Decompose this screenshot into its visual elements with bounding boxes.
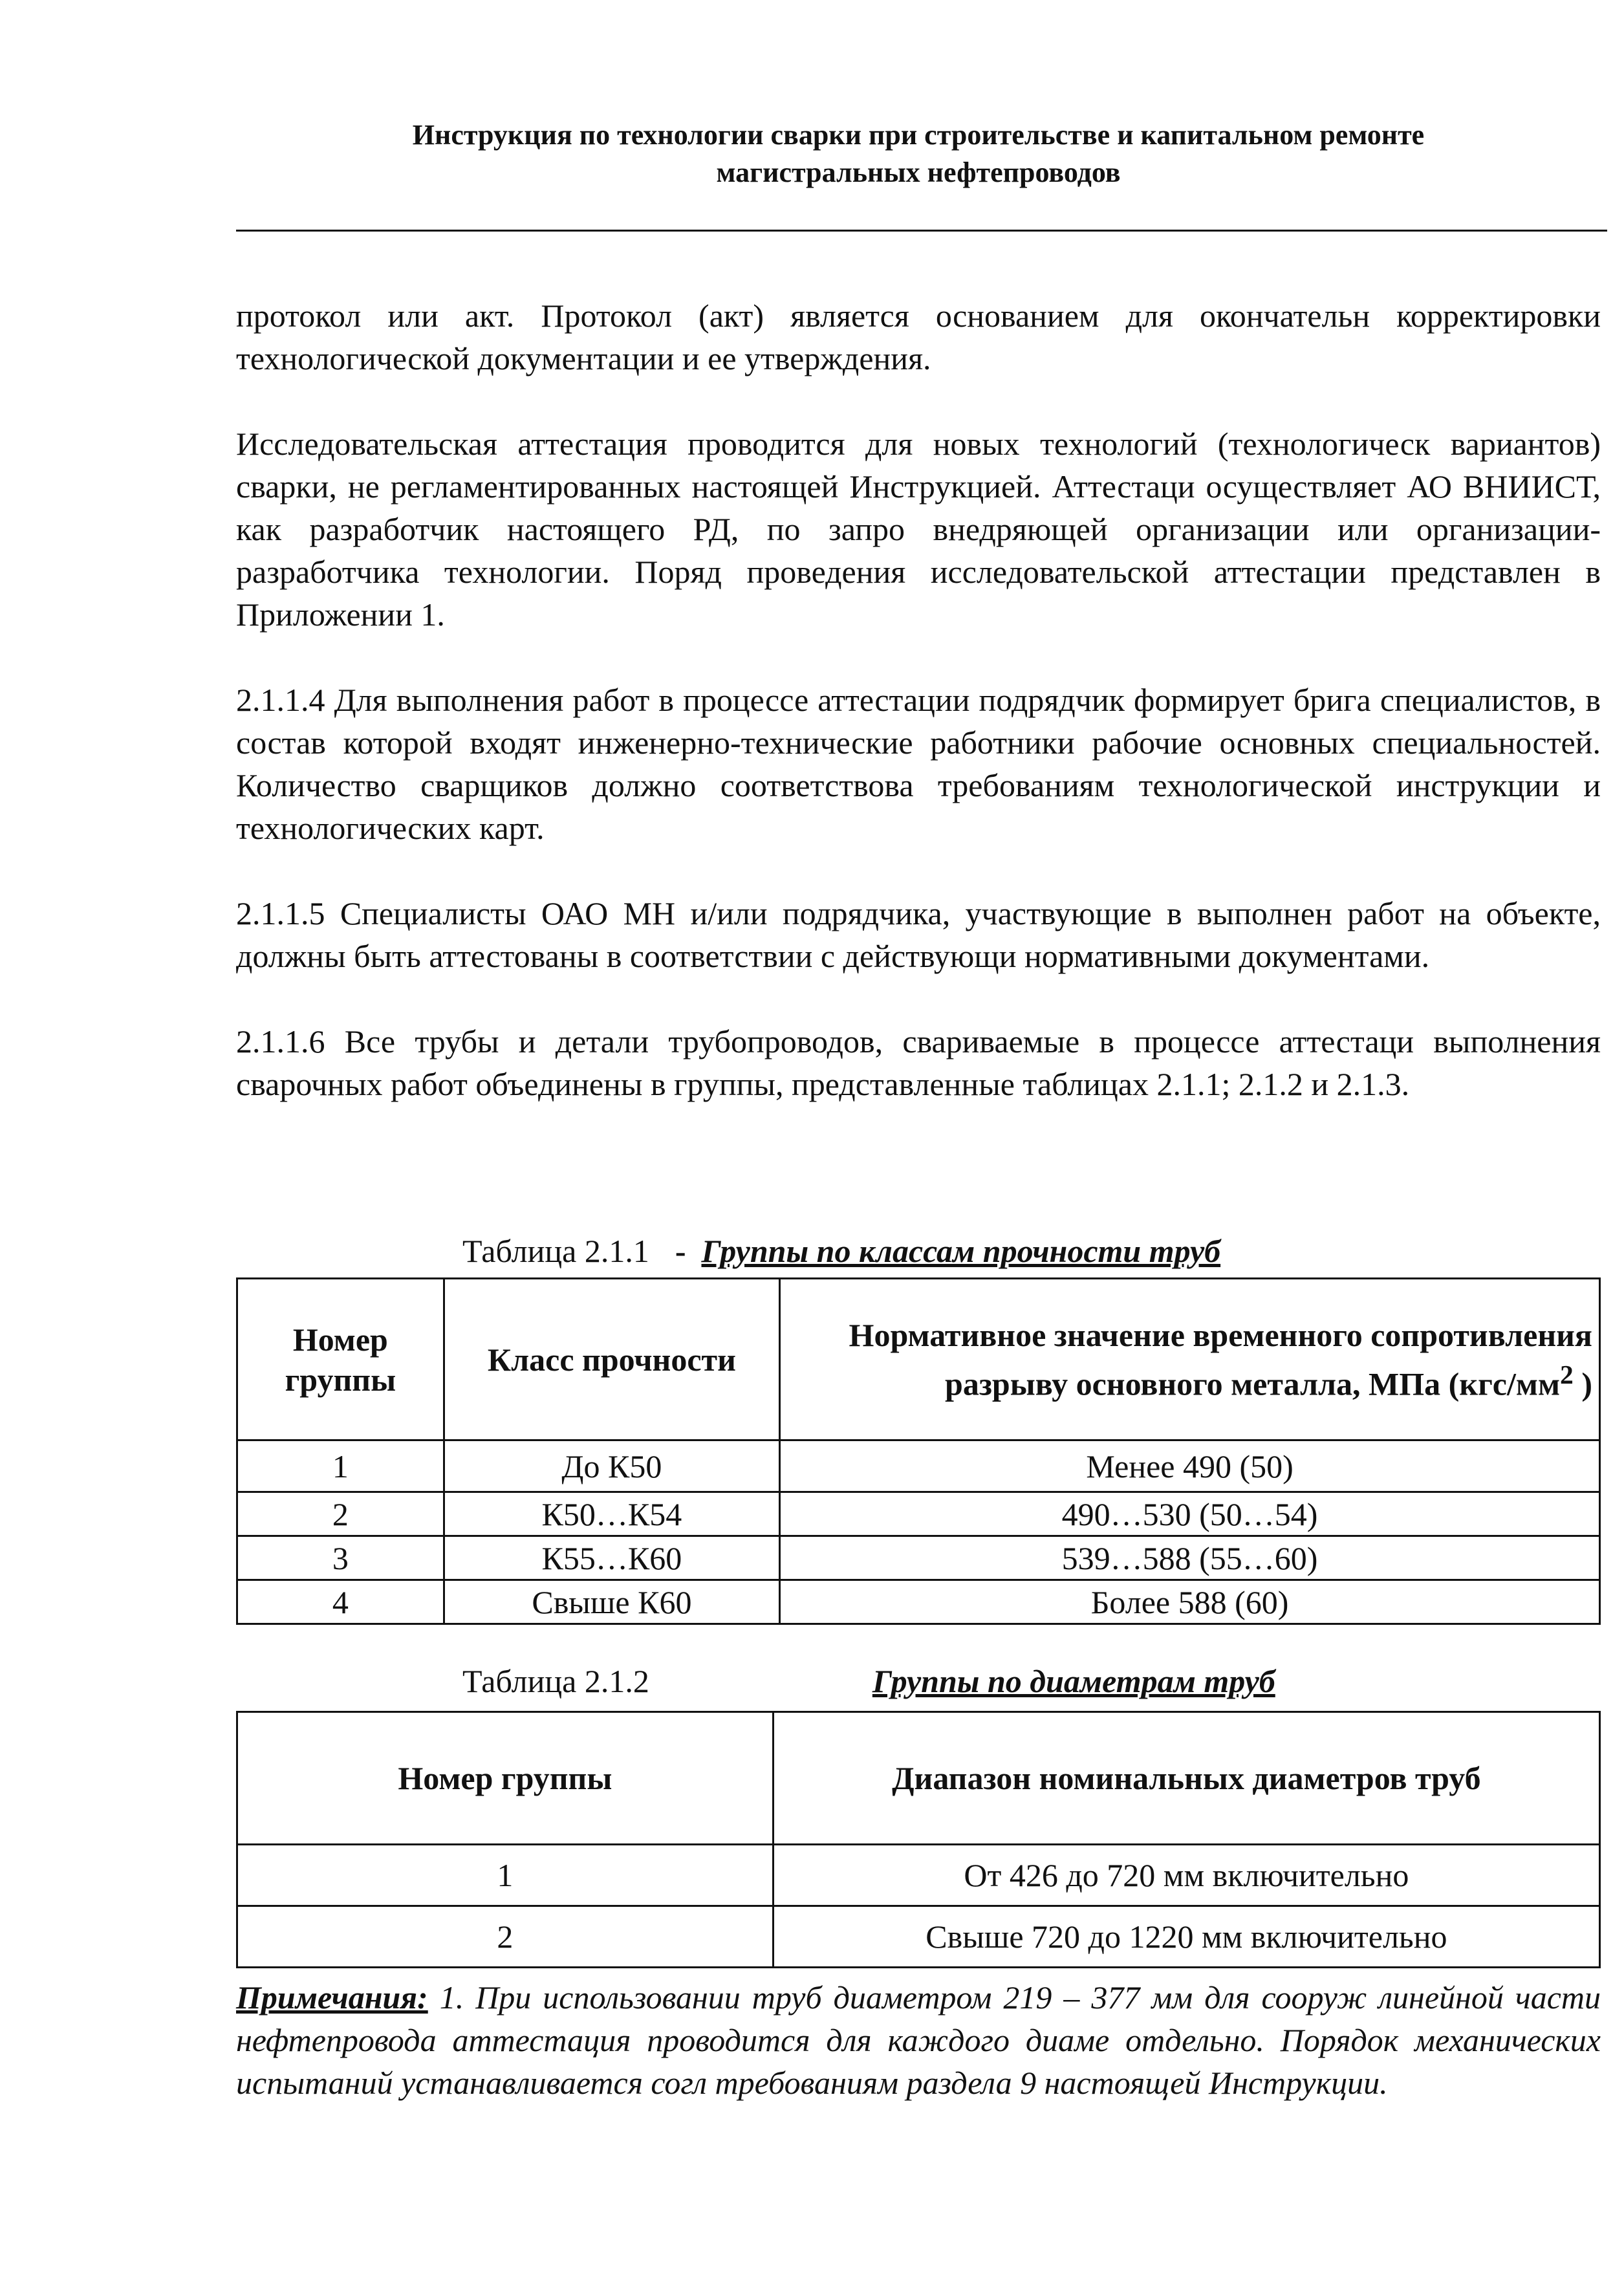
table-header-row — [237, 1279, 1600, 1440]
table-row — [237, 1845, 1600, 1906]
table-row — [237, 1492, 1600, 1536]
cell-range: От 426 до 720 мм включительно — [773, 1845, 1599, 1906]
table-row — [237, 1440, 1600, 1492]
header-tensile-superscript: 2 — [1560, 1360, 1574, 1390]
cell-class: К55…К60 — [444, 1536, 779, 1580]
header-divider — [236, 230, 1607, 232]
table-header-row — [237, 1712, 1600, 1845]
table2-caption — [462, 1662, 1275, 1700]
note-text: 1. При использовании труб диаметром 219 – 377 мм для сооруж линейной части нефтепровода аттестация проводится для каждого диаме отдельно. Порядок механических испытаний устанавливается согл требованиям раздела 9 настоящей Инструкции. — [236, 1979, 1601, 2101]
cell-value: 490…530 (50…54) — [780, 1492, 1600, 1536]
header-diameter-range: Диапазон номинальных диаметров труб — [773, 1712, 1599, 1845]
paragraph-2-1-1-4: 2.1.1.4 Для выполнения работ в процессе аттестации подрядчик формирует брига специалистов, в состав которой входят инженерно-технические работники рабочие основных специальностей. Количество сварщиков должно соответствова требованиям технологической инструкции и технологических карт. — [236, 682, 1601, 846]
header-group-number: Номер группы — [237, 1712, 774, 1845]
cell-class: К50…К54 — [444, 1492, 779, 1536]
document-body — [236, 294, 1601, 1148]
paragraph-research-attestation: Исследовательская аттестация проводится для новых технологий (технологическ вариантов) сварки, не регламентированных настоящей Инструкцией. Аттестаци осуществляет АО ВНИИСТ, как разработчик настоящего РД, по запро внедряющей организации или организации-разработчика технологии. Поряд проведения исследовательской аттестации представлен в Приложении 1. — [236, 426, 1601, 633]
paragraph-2-1-1-6: 2.1.1.6 Все трубы и детали трубопроводов, свариваемые в процессе аттестаци выполнения сварочных работ объединены в группы, представленные таблицах 2.1.1; 2.1.2 и 2.1.3. — [236, 1023, 1601, 1102]
cell-value: Менее 490 (50) — [780, 1440, 1600, 1492]
cell-group: 2 — [237, 1492, 444, 1536]
cell-group: 3 — [237, 1536, 444, 1580]
note-label: Примечания: — [236, 1979, 428, 2016]
header-line-1: Инструкция по технологии сварки при строительстве и капитальном ремонте — [412, 119, 1425, 151]
header-tensile-text: Нормативное значение временного сопротивления разрыву основного металла, МПа (кгс/мм — [849, 1316, 1592, 1402]
strength-class-table — [236, 1277, 1601, 1625]
header-tensile-tail: ) — [1573, 1365, 1592, 1402]
header-tensile-strength — [780, 1279, 1600, 1440]
table2-caption-label: Таблица 2.1.2 — [462, 1663, 649, 1699]
cell-value: Более 588 (60) — [780, 1580, 1600, 1624]
paragraph-2-1-1-5: 2.1.1.5 Специалисты ОАО МН и/или подрядчика, участвующие в выполнен работ на объекте, должны быть аттестованы в соответствии с действующи нормативными документами. — [236, 895, 1601, 974]
cell-group: 1 — [237, 1845, 774, 1906]
table1-caption-label: Таблица 2.1.1 — [462, 1233, 649, 1269]
table-row — [237, 1536, 1600, 1580]
table-row — [237, 1580, 1600, 1624]
table1-caption — [462, 1232, 1220, 1270]
table-note — [236, 1976, 1601, 2104]
cell-group: 2 — [237, 1906, 774, 1968]
diameter-table — [236, 1711, 1601, 1968]
cell-range: Свыше 720 до 1220 мм включительно — [773, 1906, 1599, 1968]
header-line-2: магистральных нефтепроводов — [716, 157, 1121, 188]
table1-caption-dash: - — [675, 1233, 686, 1269]
table2-caption-title: Группы по диаметрам труб — [872, 1663, 1275, 1699]
table1-caption-title: Группы по классам прочности труб — [701, 1233, 1221, 1269]
document-header — [236, 116, 1601, 191]
cell-class: До К50 — [444, 1440, 779, 1492]
cell-value: 539…588 (55…60) — [780, 1536, 1600, 1580]
header-group-number: Номер группы — [237, 1279, 444, 1440]
cell-group: 4 — [237, 1580, 444, 1624]
header-strength-class: Класс прочности — [444, 1279, 779, 1440]
cell-group: 1 — [237, 1440, 444, 1492]
paragraph-protocol: протокол или акт. Протокол (акт) является основанием для окончательн корректировки технологической документации и ее утверждения. — [236, 298, 1601, 376]
cell-class: Свыше К60 — [444, 1580, 779, 1624]
table-row — [237, 1906, 1600, 1968]
